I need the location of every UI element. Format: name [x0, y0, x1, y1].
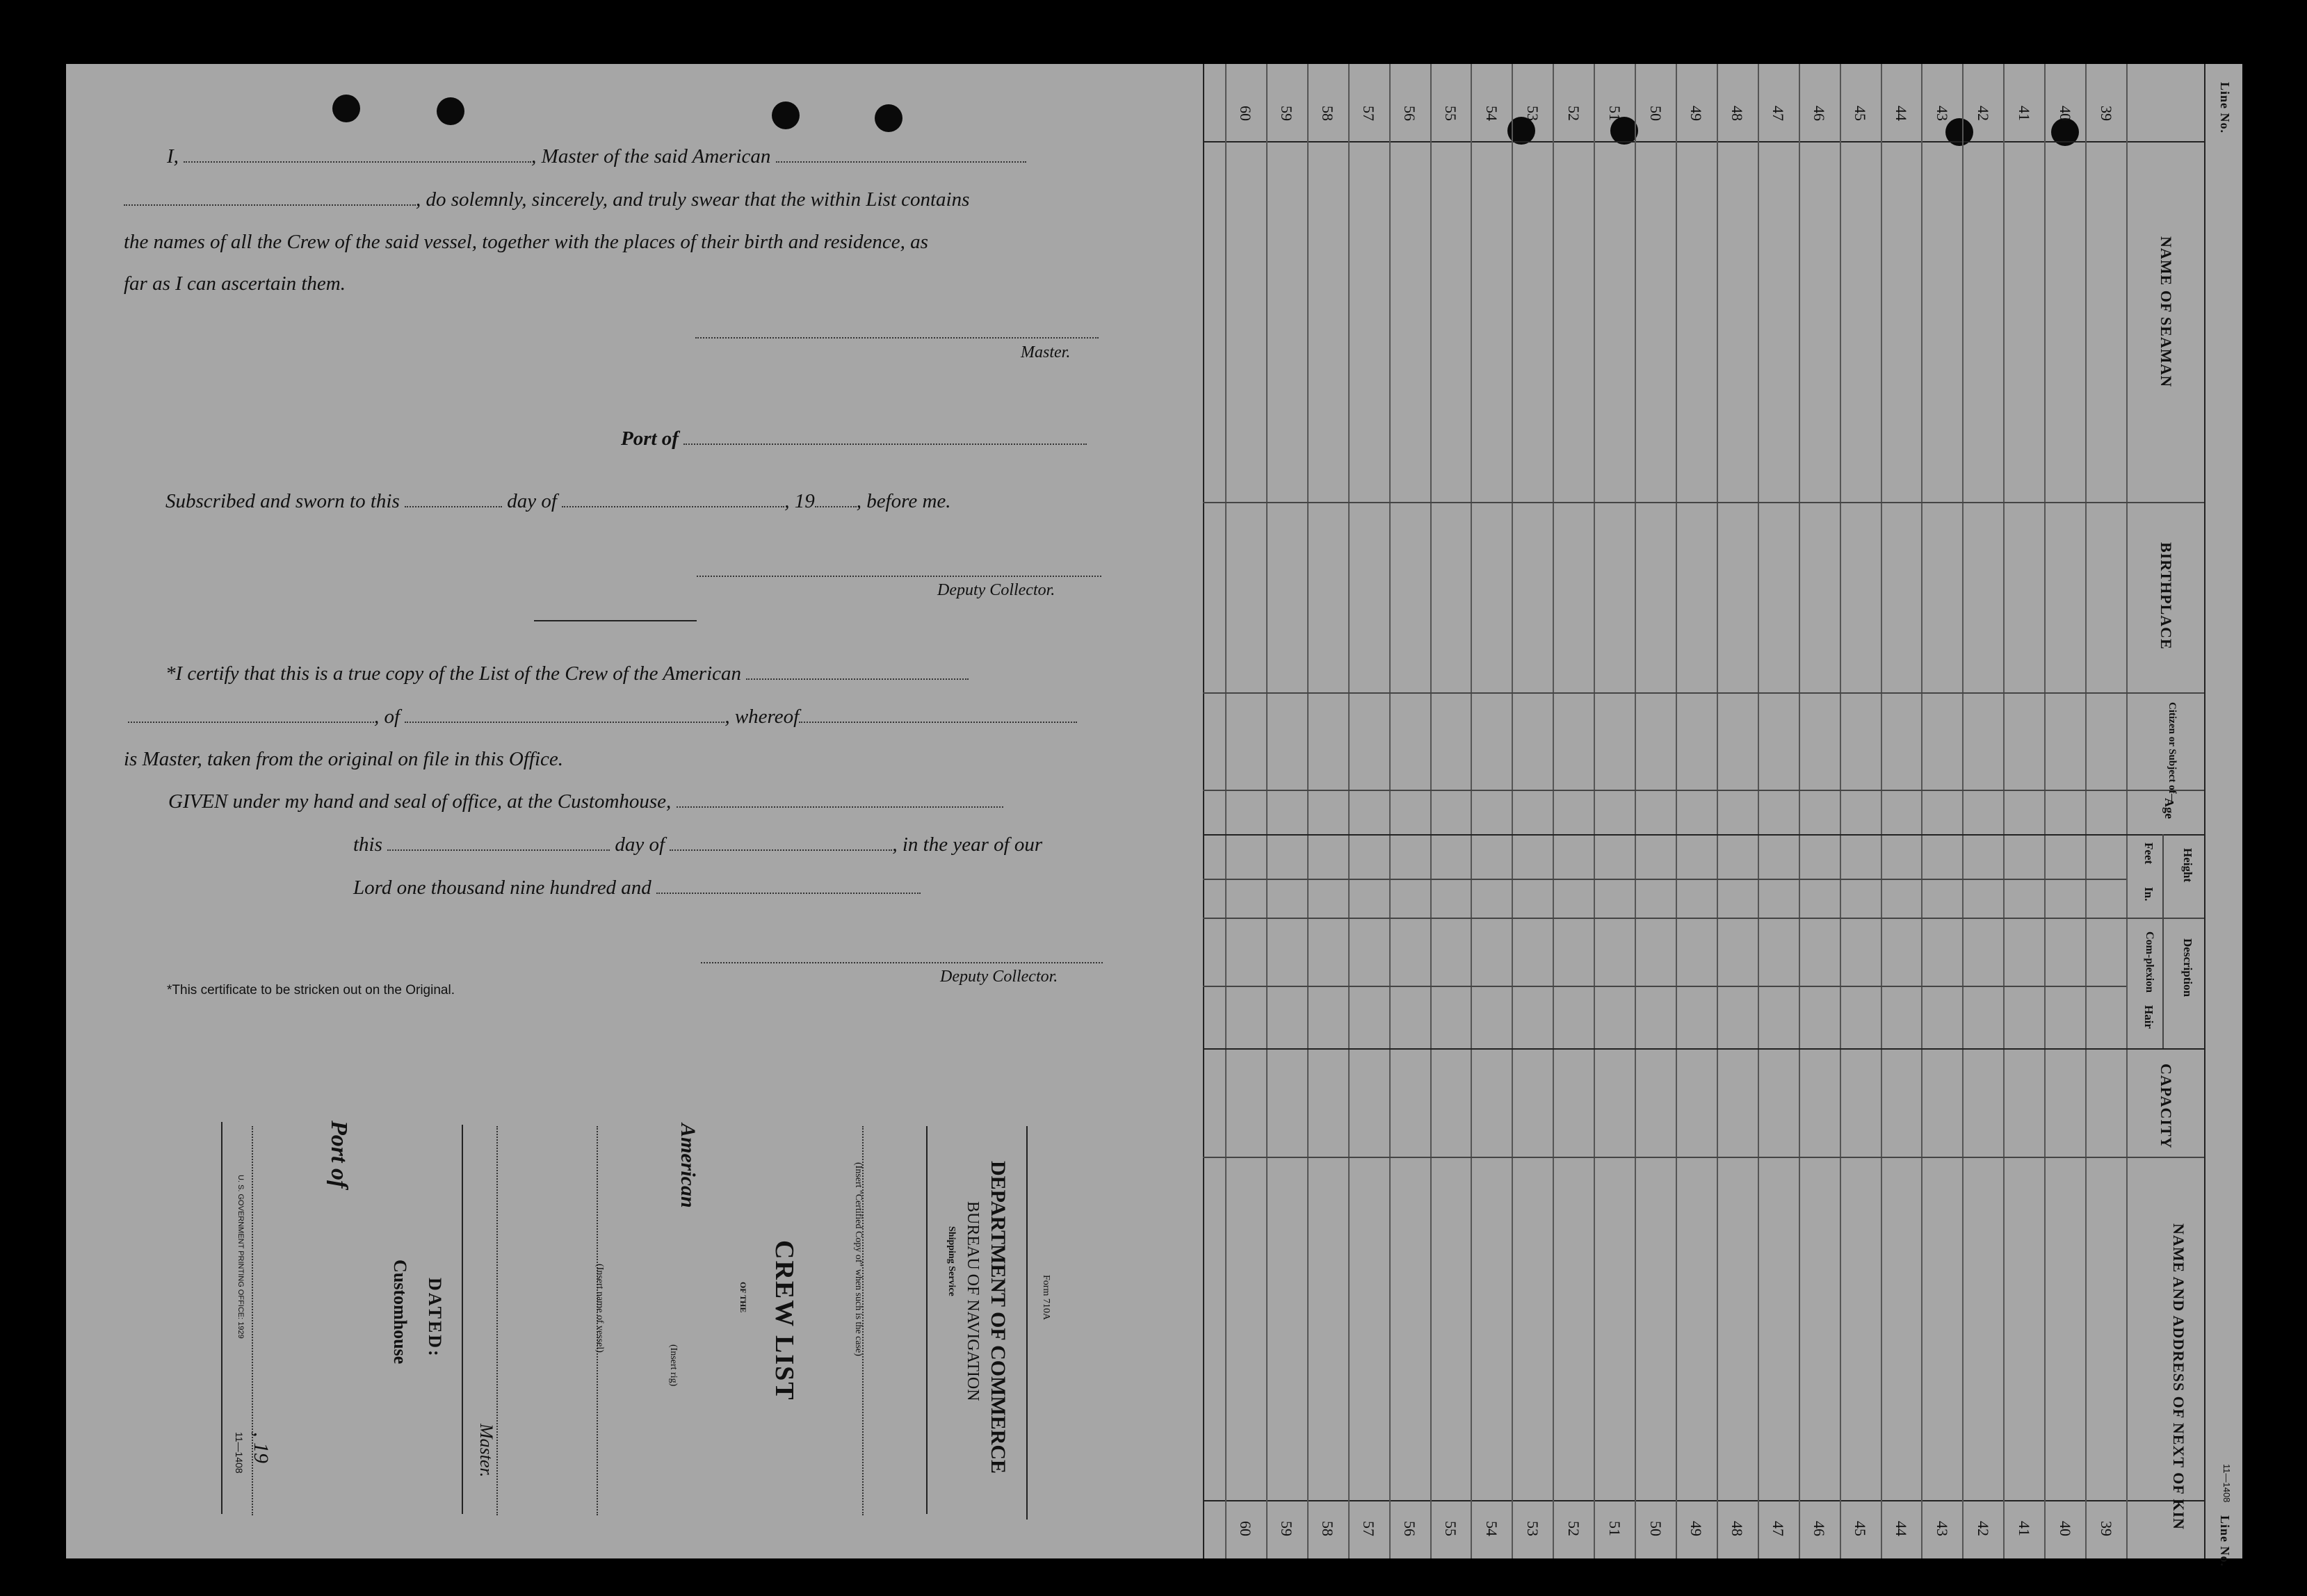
subheader-rule: [2162, 834, 2164, 1048]
table-top-rule: [1203, 141, 2204, 142]
line-number-41: 41: [2015, 1521, 2033, 1536]
line-number-60: 60: [1237, 106, 1255, 121]
lord-text: Lord one thousand nine hundred and: [353, 877, 651, 899]
certify-line-6: [353, 876, 921, 899]
certify-month-field[interactable]: [670, 833, 892, 851]
deputy-label-1: Deputy Collector.: [937, 581, 1055, 599]
cover-dated: DATED:: [425, 1278, 445, 1358]
column-rule-inches: [1203, 918, 2204, 919]
line-number-54: 54: [1482, 106, 1500, 121]
header-height: Height: [2181, 848, 2194, 883]
cover-service: Shipping Service: [946, 1226, 957, 1296]
oath-line-4: far as I can ascertain them.: [124, 272, 346, 295]
column-rule-citizen: [1203, 790, 2204, 791]
subscribed-text: Subscribed and sworn to this: [165, 490, 400, 512]
line-number-49: 49: [1687, 106, 1706, 121]
line-number-50: 50: [1646, 106, 1665, 121]
certify-vessel-name-field[interactable]: [128, 705, 374, 723]
row-rule: [1266, 64, 1268, 1558]
header-name-of-seaman: NAME OF SEAMAN: [2158, 236, 2175, 388]
row-rule: [1471, 64, 1472, 1558]
subscribed-month-field[interactable]: [562, 489, 784, 507]
row-rule: [2126, 64, 2128, 1558]
column-rule-birthplace: [1203, 692, 2204, 694]
row-rule: [1225, 64, 1227, 1558]
line-number-42: 42: [1974, 1521, 1992, 1536]
customhouse-field[interactable]: [677, 790, 1003, 808]
cover-year: , 19: [250, 1432, 273, 1463]
line-number-43: 43: [1933, 1521, 1951, 1536]
line-number-51: 51: [1605, 1521, 1624, 1536]
dayof-label: day of: [615, 833, 665, 856]
line-number-58: 58: [1319, 1521, 1337, 1536]
line-number-56: 56: [1401, 1521, 1419, 1536]
cover-rule-dotted: [496, 1126, 498, 1515]
line-number-47: 47: [1770, 106, 1788, 121]
cover-printer: U. S. GOVERNMENT PRINTING OFFICE: 1929: [236, 1175, 245, 1339]
row-rule: [2085, 64, 2087, 1558]
line-number-60: 60: [1237, 1521, 1255, 1536]
line-number-48: 48: [1729, 106, 1747, 121]
row-rule: [1962, 64, 1964, 1558]
certify-whereof-label: , whereof: [725, 706, 800, 728]
line-number-43: 43: [1933, 106, 1951, 121]
section-divider: [534, 620, 697, 621]
line-number-59: 59: [1278, 1521, 1296, 1536]
row-rule: [1307, 64, 1309, 1558]
this-label: this: [353, 833, 382, 856]
line-number-49: 49: [1687, 1521, 1706, 1536]
row-rule: [1512, 64, 1513, 1558]
certify-year-field[interactable]: [656, 876, 921, 894]
certify-line-1: [165, 662, 969, 685]
subscribed-year-field[interactable]: [815, 489, 857, 507]
header-hair: Hair: [2142, 1005, 2155, 1029]
row-rule: [1758, 64, 1759, 1558]
cover-insert-copy: (Insert "Certified Copy of" when such is the case): [853, 1162, 864, 1356]
cover-code: 11—1408: [234, 1432, 245, 1474]
line-number-56: 56: [1401, 106, 1419, 121]
certify-of-label: , of: [374, 706, 400, 728]
column-rule-feet: [1203, 879, 2126, 880]
header-citizen: Citizen or Subject of—: [2167, 702, 2178, 804]
line-number-40: 40: [2056, 1521, 2074, 1536]
cover-rule: [221, 1122, 222, 1514]
master-name-field[interactable]: [184, 145, 531, 163]
subscribed-day-label: day of: [507, 490, 557, 512]
line-number-46: 46: [1811, 106, 1829, 121]
oath-line-1: [167, 145, 1026, 168]
vessel-type-field[interactable]: [776, 145, 1026, 163]
line-number-44: 44: [1893, 1521, 1910, 1536]
row-rule: [1921, 64, 1922, 1558]
line-number-45: 45: [1852, 106, 1870, 121]
certify-line-5: [353, 833, 1042, 856]
punch-hole: [875, 104, 902, 132]
cover-american: American: [677, 1123, 699, 1208]
oath-master-text: , Master of the said American: [531, 145, 771, 168]
row-rule: [1594, 64, 1595, 1558]
port-of-text: Port of: [621, 427, 679, 450]
header-feet: Feet: [2142, 842, 2155, 865]
line-number-50: 50: [1646, 1521, 1665, 1536]
row-rule: [1840, 64, 1841, 1558]
line-number-39: 39: [2097, 1521, 2115, 1536]
cover-insert-rig: (Insert rig): [668, 1344, 679, 1387]
header-line-no-top: Line No.: [2218, 82, 2232, 134]
line-number-54: 54: [1482, 1521, 1500, 1536]
table-bottom-rule: [1203, 1500, 2204, 1501]
oath-prefix: I,: [167, 145, 179, 168]
punch-hole: [332, 95, 360, 122]
cover-dept: DEPARTMENT OF COMMERCE: [987, 1161, 1010, 1474]
header-next-of-kin: NAME AND ADDRESS OF NEXT OF KIN: [2170, 1223, 2187, 1530]
line-number-46: 46: [1811, 1521, 1829, 1536]
column-rule-age: [1203, 834, 2204, 836]
line-number-40: 40: [2056, 106, 2074, 121]
certify-line-4: [168, 790, 1003, 813]
row-rule: [1799, 64, 1800, 1558]
certify-master-field[interactable]: [799, 705, 1077, 723]
header-age: Age: [2162, 798, 2176, 819]
line-number-51: 51: [1605, 106, 1624, 121]
row-rule: [2044, 64, 2046, 1558]
certify-port-field[interactable]: [405, 705, 725, 723]
line-number-42: 42: [1974, 106, 1992, 121]
row-rule: [1389, 64, 1391, 1558]
header-capacity: CAPACITY: [2158, 1064, 2175, 1149]
given-text: GIVEN under my hand and seal of office, at the Customhouse,: [168, 790, 672, 813]
cover-rule: [926, 1126, 928, 1514]
cover-insert-name: (Insert name of vessel): [594, 1264, 605, 1353]
line-number-55: 55: [1442, 106, 1459, 121]
row-rule: [1553, 64, 1554, 1558]
port-label: [621, 427, 1087, 450]
deputy-signature-line-1[interactable]: [697, 576, 1101, 577]
header-line-no-bottom: Line No.: [2218, 1515, 2232, 1568]
line-number-41: 41: [2015, 106, 2033, 121]
row-rule: [1430, 64, 1432, 1558]
cover-master: Master.: [476, 1424, 496, 1478]
line-number-52: 52: [1564, 106, 1582, 121]
line-number-52: 52: [1564, 1521, 1582, 1536]
cover-customhouse: Customhouse: [390, 1260, 410, 1365]
table-left-border: [1203, 64, 1204, 1558]
column-rule-hair: [1203, 1048, 2204, 1050]
certificate-footnote: *This certificate to be stricken out on the Original.: [167, 983, 455, 997]
cover-port-of: Port of: [326, 1121, 352, 1189]
vessel-name-field[interactable]: [124, 188, 416, 206]
header-inches: In.: [2142, 887, 2155, 902]
table-code: 11—1408: [2221, 1464, 2232, 1503]
cover-form: Form 710A: [1041, 1275, 1051, 1320]
oath-line-2: [124, 188, 969, 211]
row-rule: [1635, 64, 1636, 1558]
deputy-signature-line-2[interactable]: [701, 962, 1103, 963]
subscribed-line: [165, 489, 951, 513]
line-number-57: 57: [1360, 106, 1378, 121]
line-number-59: 59: [1278, 106, 1296, 121]
row-rule: [1348, 64, 1350, 1558]
column-rule-complexion: [1203, 986, 2126, 987]
cover-rule: [462, 1125, 463, 1514]
line-number-53: 53: [1523, 1521, 1541, 1536]
line-number-58: 58: [1319, 106, 1337, 121]
column-rule-capacity: [1203, 1157, 2204, 1158]
row-rule: [1881, 64, 1882, 1558]
oath-swear-text: , do solemnly, sincerely, and truly swear that the within List contains: [416, 188, 970, 211]
oath-line-3: the names of all the Crew of the said vessel, together with the places of their birth and residence, as: [124, 231, 928, 253]
line-number-45: 45: [1852, 1521, 1870, 1536]
table-line-no-border: [2204, 64, 2205, 1558]
certify-line-2: [128, 705, 1077, 728]
punch-hole: [772, 101, 800, 129]
certify-vessel-type-field[interactable]: [746, 662, 969, 680]
line-number-53: 53: [1523, 106, 1541, 121]
certify-text: *I certify that this is a true copy of the List of the Crew of the American: [165, 662, 742, 685]
cover-crew-list: CREW LIST: [770, 1240, 799, 1401]
row-rule: [1717, 64, 1718, 1558]
deputy-label-2: Deputy Collector.: [940, 968, 1058, 986]
line-number-44: 44: [1893, 106, 1910, 121]
cover-bureau: BUREAU OF NAVIGATION: [964, 1201, 982, 1401]
line-number-47: 47: [1770, 1521, 1788, 1536]
subscribed-year-label: , 19: [784, 490, 815, 512]
master-signature-line[interactable]: [695, 337, 1099, 339]
subscribed-day-field[interactable]: [405, 489, 502, 507]
year-of-our-label: , in the year of our: [892, 833, 1043, 856]
subscribed-suffix: , before me.: [856, 490, 951, 512]
header-description: Description: [2181, 938, 2194, 997]
certify-day-field[interactable]: [387, 833, 610, 851]
line-number-48: 48: [1729, 1521, 1747, 1536]
column-rule-name: [1203, 502, 2204, 503]
header-complexion: Com-plexion: [2144, 931, 2155, 993]
master-label: Master.: [1021, 343, 1071, 361]
row-rule: [2003, 64, 2005, 1558]
row-rule: [1676, 64, 1677, 1558]
cover-of-the: OF THE: [738, 1282, 748, 1313]
punch-hole: [437, 97, 464, 125]
line-number-57: 57: [1360, 1521, 1378, 1536]
header-birthplace: BIRTHPLACE: [2158, 542, 2175, 650]
line-number-55: 55: [1442, 1521, 1459, 1536]
cover-rule: [1026, 1126, 1028, 1520]
certify-line-3: is Master, taken from the original on file in this Office.: [124, 748, 564, 770]
port-field[interactable]: [683, 427, 1087, 445]
line-number-39: 39: [2097, 106, 2115, 121]
